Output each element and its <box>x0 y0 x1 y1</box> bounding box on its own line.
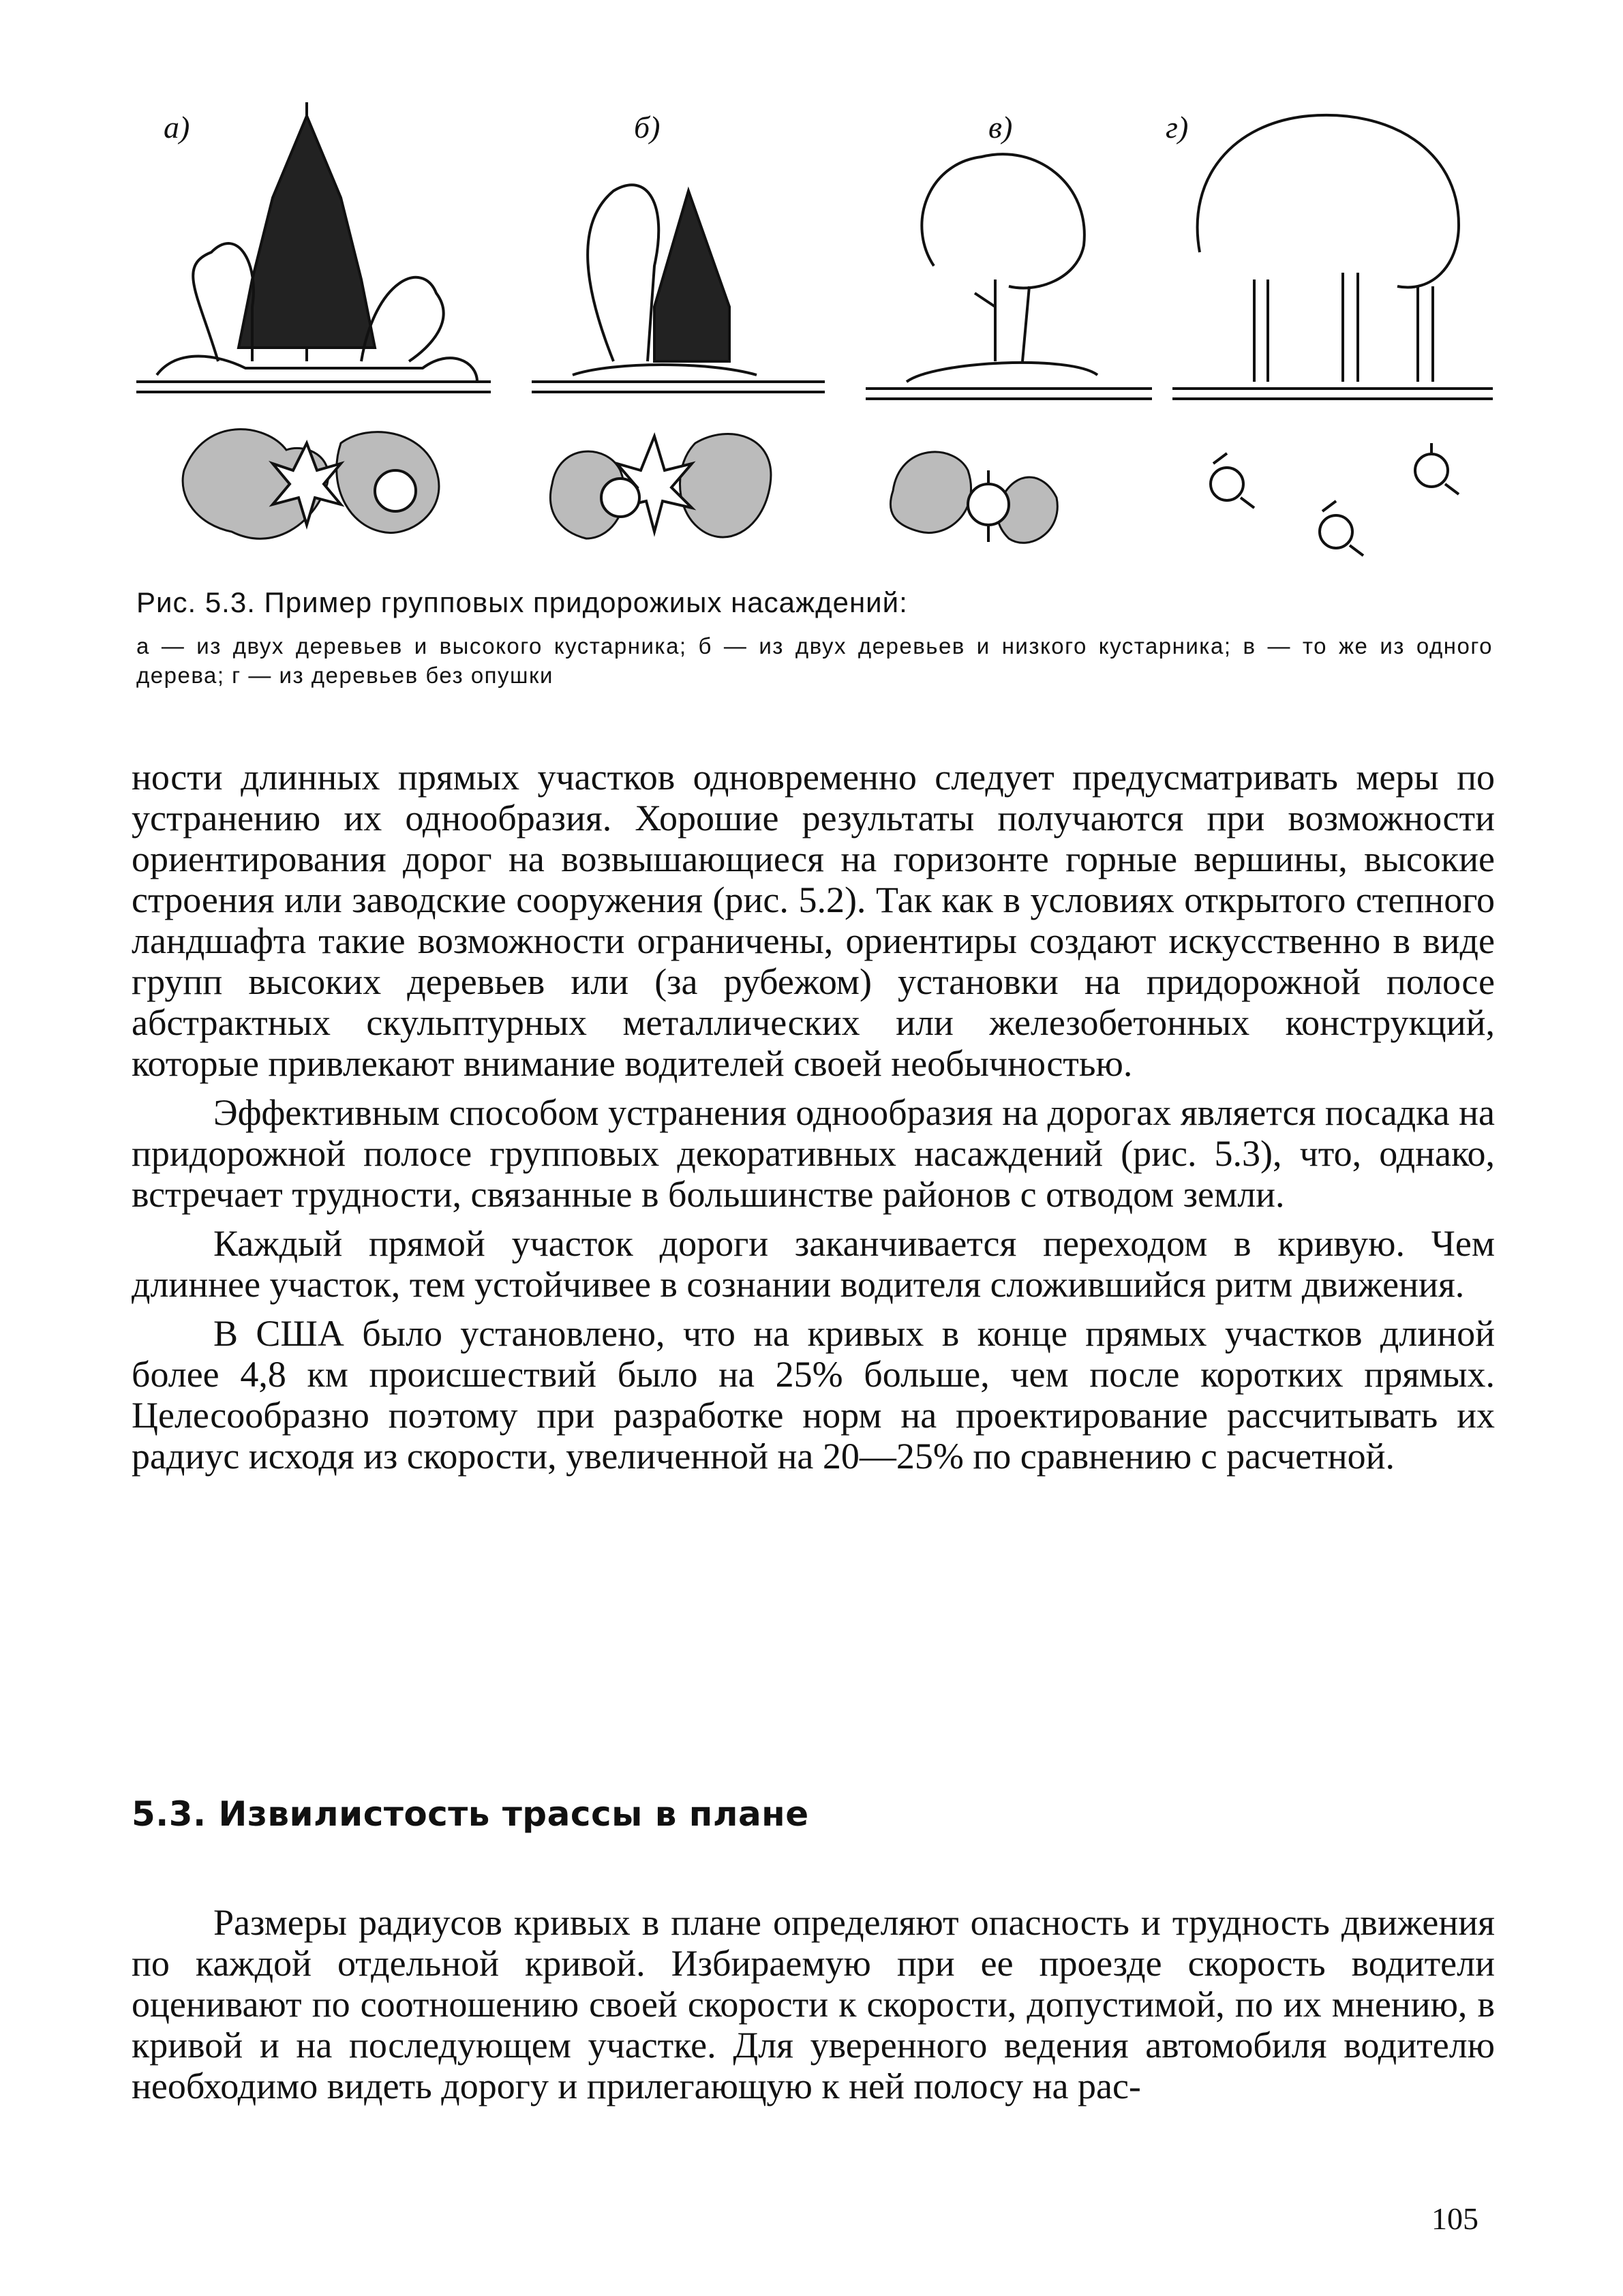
panel-label-g: г) <box>1166 110 1189 145</box>
paragraph-4: В США было установлено, что на кривых в конце прямых участков длиной более 4,8 км происшествий было на 25% больше, чем после коротких прямых. Целесообразно поэтому при разработке норм на проектирование рассчитывать их радиус исходя из скорости, увеличенной на 20—25% по сравнению с расчетной. <box>132 1313 1495 1477</box>
tree-group-illustration-b <box>532 89 825 566</box>
figure-panel-b <box>532 89 825 566</box>
tree-group-illustration-v <box>866 89 1152 566</box>
section-body <box>132 1902 1495 2106</box>
paragraph-1: ности длинных прямых участков одновременно следует предусматривать меры по устранению их однообразия. Хорошие результаты получаются при возможности ориентирования дорог на возвышающиеся на горизонте горные вершины, высокие строения или заводские сооружения (рис. 5.2). Так как в условиях открытого степного ландшафта такие возможности ограничены, ориентиры создают искусственно в виде групп высоких деревьев или (за рубежом) установки на придорожной полосе абстрактных скульптурных металлических или железобетонных конструкций, которые привлекают внимание водителей своей необычностью. <box>132 757 1495 1084</box>
figure-panel-g <box>1166 89 1493 566</box>
caption-title: Рис. 5.3. Пример групповых придорожиых насаждений: <box>136 586 908 618</box>
body-text <box>132 757 1495 1477</box>
panel-label-b: б) <box>634 110 661 145</box>
panel-label-a: а) <box>164 110 190 145</box>
tree-group-illustration-a <box>136 89 491 566</box>
figure-caption <box>136 586 1493 690</box>
paragraph-2: Эффективным способом устранения однообразия на дорогах является посадка на придорожной полосе групповых декоративных насаждений (рис. 5.3), что, однако, встречает трудности, связанные в большинстве районов с отводом земли. <box>132 1092 1495 1215</box>
figure-panel-a <box>136 89 491 566</box>
caption-text: а — из двух деревьев и высокого кустарника; б — из двух деревьев и низкого кустарника; в — то же из одного дерева; г — из деревьев без опушки <box>136 633 1493 688</box>
figure-panel-v <box>866 89 1152 566</box>
tree-group-illustration-g <box>1172 89 1493 566</box>
paragraph-3: Каждый прямой участок дороги заканчивается переходом в кривую. Чем длиннее участок, тем устойчивее в сознании водителя сложившийся ритм движения. <box>132 1223 1495 1305</box>
page-number: 105 <box>1431 2201 1478 2236</box>
panel-label-v: в) <box>988 110 1013 145</box>
section-paragraph-1: Размеры радиусов кривых в плане определяют опасность и трудность движения по каждой отдельной кривой. Избираемую при ее проезде скорость водители оценивают по соотношению своей скорости к скорости, допустимой, по их мнению, в кривой и на последующем участке. Для уверенного ведения автомобиля водителю необходимо видеть дорогу и прилегающую к ней полосу на рас- <box>132 1902 1495 2106</box>
section-heading: 5.3. Извилистость трассы в плане <box>132 1794 809 1834</box>
figure-5-3 <box>136 89 1493 566</box>
